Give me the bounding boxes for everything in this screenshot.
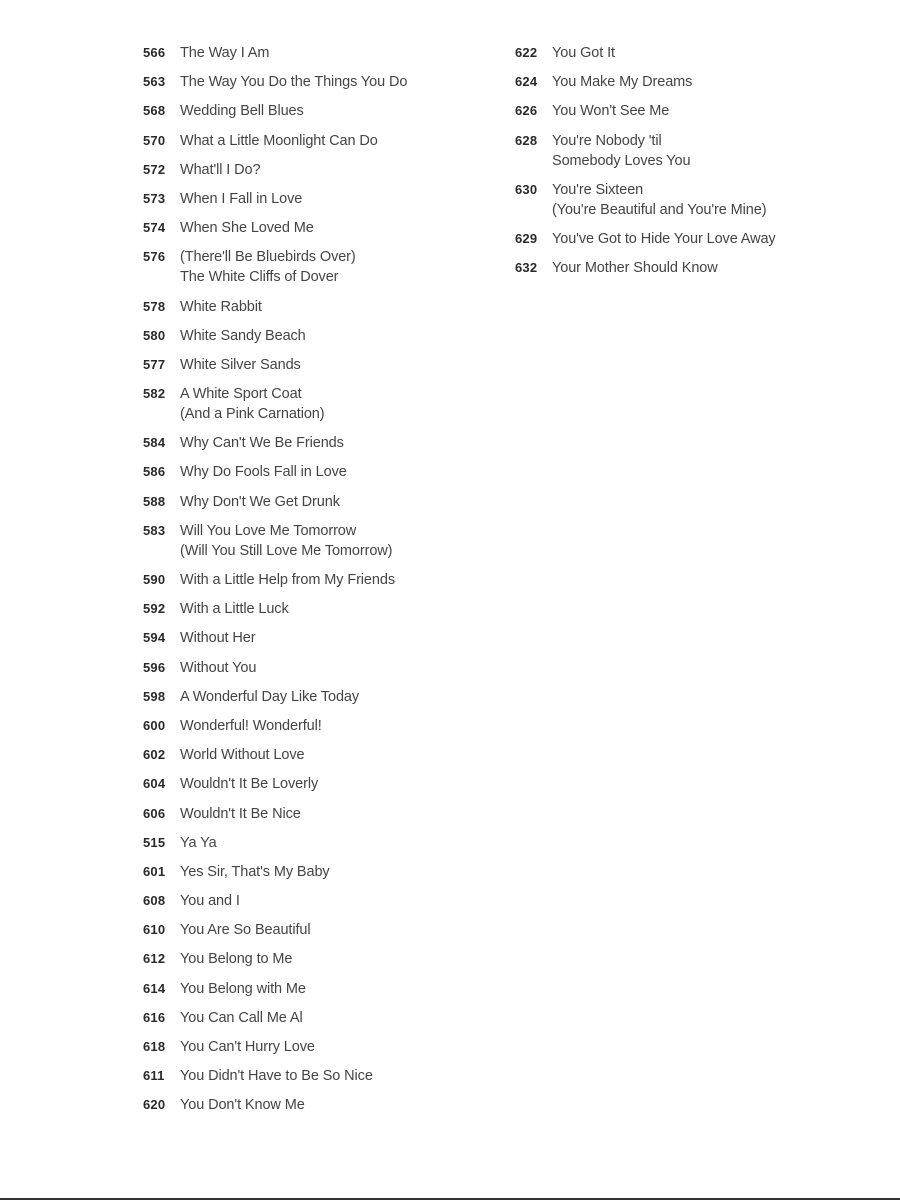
index-entry (143, 979, 483, 999)
page-number: 612 (143, 951, 166, 967)
page-number: 628 (515, 132, 538, 148)
song-title: What a Little Moonlight Can Do (180, 132, 378, 149)
index-entry (143, 628, 483, 648)
song-title: Without Her (180, 630, 256, 647)
page-number: 577 (143, 356, 166, 372)
index-entry (143, 521, 483, 561)
index-entry (143, 189, 483, 209)
index-entry (143, 687, 483, 707)
page-number: 600 (143, 717, 166, 733)
page-number: 584 (143, 435, 166, 451)
page-number: 630 (515, 181, 538, 197)
index-entry (143, 384, 483, 424)
index-entry (143, 326, 483, 346)
song-title: What'll I Do? (180, 161, 261, 178)
song-title: Why Can't We Be Friends (180, 435, 344, 452)
page-number: 614 (143, 980, 166, 996)
index-entry (143, 804, 483, 824)
page-number: 576 (143, 249, 166, 265)
song-title: You Make My Dreams (552, 74, 693, 91)
song-title: Why Do Fools Fall in Love (180, 464, 347, 481)
song-title: White Silver Sands (180, 356, 301, 373)
page-number: 573 (143, 190, 166, 206)
index-entry (515, 101, 855, 121)
index-entry (143, 833, 483, 853)
index-entry (143, 72, 483, 92)
page-number: 568 (143, 103, 166, 119)
page-number: 611 (143, 1068, 165, 1084)
index-entry (143, 247, 483, 287)
index-right-column (515, 43, 855, 287)
index-entry (143, 1095, 483, 1115)
index-entry (143, 949, 483, 969)
page-number: 620 (143, 1097, 166, 1113)
song-title: The Way I Am (180, 45, 270, 61)
index-entry (143, 891, 483, 911)
index-entry (143, 297, 483, 317)
page-number: 601 (143, 863, 166, 879)
page-number: 616 (143, 1009, 166, 1025)
index-entry (515, 258, 855, 278)
page-number: 596 (143, 659, 166, 675)
page-number: 604 (143, 776, 166, 792)
page-number: 626 (515, 103, 538, 119)
index-entry (143, 658, 483, 678)
page-number: 610 (143, 922, 166, 938)
song-title: Wonderful! Wonderful! (180, 717, 322, 734)
song-title: World Without Love (180, 747, 305, 764)
song-title: Yes Sir, That's My Baby (180, 863, 330, 880)
index-left-column (143, 43, 483, 1125)
index-entry (143, 774, 483, 794)
song-title: Wouldn't It Be Nice (180, 805, 301, 822)
page-number: 572 (143, 161, 166, 177)
song-title: You and I (180, 893, 240, 910)
page-number: 578 (143, 298, 166, 314)
page-number: 515 (143, 834, 166, 850)
index-entry (143, 43, 483, 63)
song-title: With a Little Luck (180, 601, 289, 618)
page-number: 588 (143, 493, 166, 509)
song-title: You Got It (552, 45, 615, 61)
index-entry (143, 433, 483, 453)
page-number: 594 (143, 630, 166, 646)
song-title: When She Loved Me (180, 220, 314, 237)
song-title: Without You (180, 659, 257, 676)
song-title: You Are So Beautiful (180, 922, 311, 939)
index-entry (143, 599, 483, 619)
song-title: White Sandy Beach (180, 327, 306, 344)
song-title: You're Sixteen (You're Beautiful and You're Mine) (552, 181, 767, 218)
song-title: Will You Love Me Tomorrow (Will You Still Love Me Tomorrow) (180, 522, 393, 559)
index-entry (143, 570, 483, 590)
index-entry (143, 218, 483, 238)
song-title: Wedding Bell Blues (180, 103, 304, 120)
page-number: 590 (143, 572, 166, 587)
song-title: Wouldn't It Be Loverly (180, 776, 319, 793)
song-title: Ya Ya (180, 834, 217, 851)
page-number: 582 (143, 386, 166, 402)
index-entry (515, 229, 855, 249)
index-entry (143, 101, 483, 121)
index-entry (143, 462, 483, 482)
page-number: 629 (515, 230, 538, 246)
song-title: When I Fall in Love (180, 190, 303, 207)
song-title: You Can Call Me Al (180, 1009, 303, 1026)
index-entry (515, 180, 855, 220)
index-entry (143, 1066, 483, 1086)
page-number: 624 (515, 74, 538, 90)
index-entry (143, 160, 483, 180)
song-title: You've Got to Hide Your Love Away (552, 230, 776, 247)
page-number: 606 (143, 805, 166, 821)
page-number: 608 (143, 893, 166, 909)
index-entry (515, 43, 855, 63)
song-title: White Rabbit (180, 298, 262, 315)
page-number: 632 (515, 260, 538, 276)
page-number: 622 (515, 45, 538, 60)
song-title: You're Nobody 'til Somebody Loves You (552, 132, 691, 169)
index-entry (143, 131, 483, 151)
index-entry (143, 492, 483, 512)
page-number: 566 (143, 45, 166, 60)
song-title: You Belong with Me (180, 980, 306, 997)
song-title: Why Don't We Get Drunk (180, 493, 340, 510)
index-entry (143, 1037, 483, 1057)
index-entry (143, 745, 483, 765)
page-number: 602 (143, 747, 166, 763)
page-number: 592 (143, 601, 166, 617)
song-title: You Didn't Have to Be So Nice (180, 1068, 373, 1085)
song-title: (There'll Be Bluebirds Over) The White Cliffs of Dover (180, 249, 356, 286)
index-entry (515, 131, 855, 171)
song-title: The Way You Do the Things You Do (180, 74, 408, 91)
song-title: Your Mother Should Know (552, 260, 718, 277)
page-number: 580 (143, 327, 166, 343)
index-entry (143, 716, 483, 736)
song-title: You Don't Know Me (180, 1097, 305, 1114)
page-number: 598 (143, 688, 166, 704)
song-title: A Wonderful Day Like Today (180, 688, 360, 705)
page-number: 563 (143, 74, 166, 90)
song-title: You Belong to Me (180, 951, 293, 968)
page-number: 586 (143, 464, 166, 480)
page-number: 574 (143, 220, 166, 236)
index-entry (143, 1008, 483, 1028)
song-title: You Can't Hurry Love (180, 1039, 315, 1055)
song-title: You Won't See Me (552, 103, 670, 120)
page-number: 570 (143, 132, 166, 148)
page-number: 618 (143, 1039, 166, 1054)
index-entry (143, 862, 483, 882)
page-number: 583 (143, 522, 166, 538)
index-entry (143, 920, 483, 940)
index-entry (143, 355, 483, 375)
song-title: With a Little Help from My Friends (180, 572, 395, 588)
song-title: A White Sport Coat (And a Pink Carnation) (180, 386, 325, 423)
index-entry (515, 72, 855, 92)
